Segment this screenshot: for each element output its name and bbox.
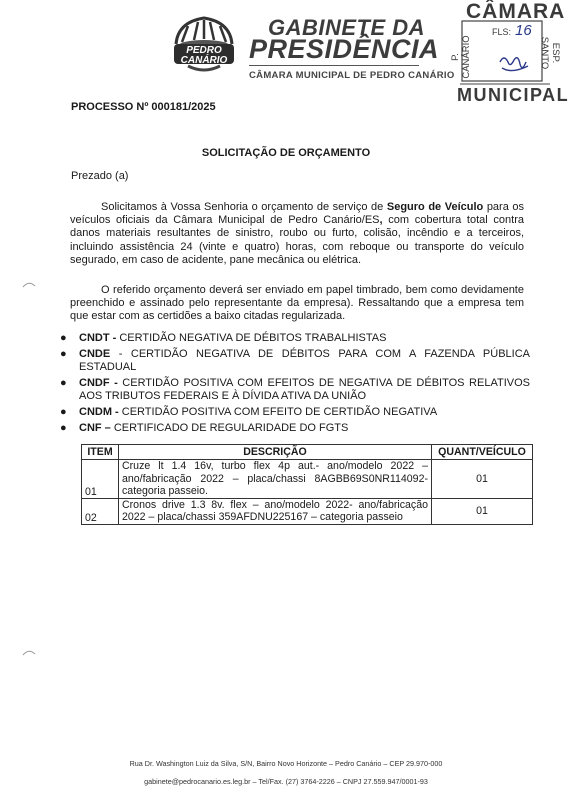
bullet-icon: ● — [60, 348, 67, 360]
document-title: SOLICITAÇÃO DE ORÇAMENTO — [201, 147, 371, 159]
list-item — [60, 377, 530, 403]
cert-text: CERTIDÃO POSITIVA COM EFEITO DE CERTIDÃO NEGATIVA — [118, 406, 438, 418]
list-item — [60, 332, 530, 345]
footer-address: Rua Dr. Washington Luiz da Silva, S/N, Bairro Novo Horizonte – Pedro Canário – CEP 29.970-000 — [129, 759, 443, 768]
cert-code: CNDE — [79, 348, 111, 360]
p1-service: Seguro de Veículo — [386, 201, 484, 213]
stamp-signature — [496, 52, 532, 74]
bullet-icon: ● — [60, 422, 67, 434]
row-quantity: 01 — [432, 460, 533, 499]
bullet-icon: ● — [60, 377, 67, 389]
cert-code: CNF – — [79, 422, 111, 434]
cert-text: CERTIFICADO DE REGULARIDADE DO FGTS — [110, 422, 349, 434]
table-row — [82, 498, 533, 524]
header-title-line2: PRESIDÊNCIA — [249, 34, 440, 64]
row-description: Cruze lt 1.4 16v, turbo flex 4p aut.- ano/modelo 2022 – ano/fabricação 2022 – placa/chassi 8AGBB69S0NR114092- categoria passeio. — [119, 460, 432, 499]
cert-code: CNDM - — [79, 406, 119, 418]
row-description: Cronos drive 1.3 8v. flex – ano/modelo 2022- ano/fabricação 2022 – placa/chassi 359AFDNU225167 – categoria passeio — [119, 498, 432, 524]
p1-comma: , — [379, 214, 383, 227]
list-item — [60, 406, 530, 419]
header-subtitle: CÂMARA MUNICIPAL DE PEDRO CANÁRIO — [249, 70, 455, 81]
header-quantity: QUANT/VEÍCULO — [432, 445, 533, 460]
logo-text-pedro: PEDRO — [186, 45, 222, 56]
bullet-icon: ● — [60, 406, 67, 418]
logo-text-canario: CANÁRIO — [180, 55, 228, 66]
cert-code: CNDT - — [79, 332, 117, 344]
header-item: ITEM — [82, 445, 119, 460]
request-paragraph — [70, 201, 524, 267]
table-header-row — [82, 445, 533, 460]
header-title-line1: GABINETE DA — [268, 15, 426, 40]
stamp-fls-number: 16 — [515, 22, 532, 39]
list-item — [60, 422, 530, 435]
table-row — [82, 460, 533, 499]
stamp-fls-label: FLS: — [492, 27, 512, 37]
scan-edge-mark — [22, 648, 36, 656]
greeting: Prezado (a) — [71, 170, 129, 182]
cert-text: CERTIDÃO NEGATIVA DE DÉBITOS TRABALHISTAS — [116, 332, 387, 344]
scan-edge-mark — [22, 280, 36, 288]
row-quantity: 01 — [432, 498, 533, 524]
p1-middle: para os veículos oficiais da Câmara Municipal de Pedro Canário/ES — [70, 201, 525, 227]
stamp-municipal-text: MUNICIPAL — [457, 85, 570, 105]
header-description: DESCRIÇÃO — [119, 445, 432, 460]
certificates-list — [60, 332, 530, 438]
cert-text: CERTIDÃO POSITIVA COM EFEITOS DE NEGATIVA DE DÉBITOS RELATIVOS AOS TRIBUTOS FEDERAIS E À DÍVIDA ATIVA DA UNIÃO — [79, 377, 530, 402]
p1-before: Solicitamos à Vossa Senhoria o orçamento de serviço de — [101, 201, 387, 213]
cert-code: CNDF - — [79, 377, 118, 389]
p1-after: com cobertura total contra danos materiais resultantes de sinistro, roubo ou furto, colisão, incêndio e a terceiros, incluindo assistência 24 (vinte e quatro) horas, com reboque ou transporte do veículo segurado, em caso de acidente, pane mecânica ou elétrica. — [70, 214, 524, 266]
row-item: 01 — [82, 460, 119, 499]
list-item — [60, 348, 530, 374]
stamp-city-text: P. CANÁRIO — [450, 35, 472, 79]
cert-text: - CERTIDÃO NEGATIVA DE DÉBITOS PARA COM A FAZENDA PÚBLICA ESTADUAL — [79, 348, 530, 373]
stamp-state-text: ESP. SANTO — [539, 36, 561, 70]
vehicles-table — [81, 444, 533, 525]
bullet-icon: ● — [60, 332, 67, 344]
row-item: 02 — [82, 498, 119, 524]
header-rule — [249, 65, 419, 66]
chamber-logo — [168, 14, 240, 76]
stamp-camara-text: CÂMARA — [466, 0, 566, 23]
instructions-paragraph: O referido orçamento deverá ser enviado em papel timbrado, bem como devidamente preenchido e assinado pelo representante da empresa). Ressaltando que a empresa tem que estar com as certidões a baixo citadas regularizada. — [70, 284, 524, 323]
process-number: PROCESSO Nº 000181/2025 — [71, 101, 216, 113]
footer-contact: gabinete@pedrocanario.es.leg.br – Tel/Fax. (27) 3764-2226 – CNPJ 27.559.947/0001-93 — [144, 777, 428, 786]
